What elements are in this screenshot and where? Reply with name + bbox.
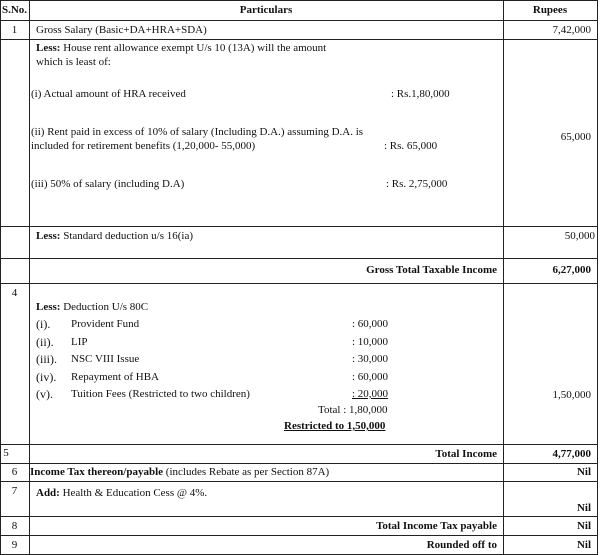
deduction-item-num: (iv). [36,370,57,384]
total-income-label: Total Income [435,448,497,460]
less-label: Less: [36,230,61,242]
header-particulars: Particulars [239,4,293,16]
total-income-amount: 4,77,000 [552,448,591,460]
deduction-item-name: Repayment of HBA [71,371,159,383]
row-sno: 8 [11,520,18,532]
row-sno: 5 [3,447,9,459]
gross-total-income-label: Gross Total Taxable Income [366,264,497,276]
deduction-80c-text: Deduction U/s 80C [60,301,149,313]
hra-item-1-value: : Rs.1,80,000 [391,88,450,100]
deduction-item-name: Tuition Fees (Restricted to two children) [71,388,250,400]
hra-item-3: (iii) 50% of salary (including D.A) [31,178,185,190]
row-divider [0,39,598,40]
gross-total-income-amount: 6,27,000 [552,264,591,276]
row-divider [0,258,598,259]
deduction-item-name: LIP [71,336,88,348]
row-divider [0,20,598,21]
cess-amount: Nil [576,502,591,514]
gross-salary-amount: 7,42,000 [552,24,591,36]
row-divider [0,535,598,536]
total-tax-payable-label: Total Income Tax payable [376,520,497,532]
cess-line [36,487,207,500]
deduction-item-num: (ii). [36,335,54,349]
deduction-item-value: : 20,000 [352,388,389,400]
row-sno: 7 [11,485,18,497]
row-sno: 9 [11,539,18,551]
table-border-right [597,0,598,555]
row-divider [0,463,598,464]
hra-item-2-line1: (ii) Rent paid in excess of 10% of salary (Including D.A.) assuming D.A. is [31,126,364,138]
cess-text: Health & Education Cess @ 4%. [59,487,208,499]
deduction-item-name: NSC VIII Issue [71,353,140,365]
add-label: Add: [36,487,60,499]
hra-description-line2: which is least of: [36,56,111,68]
deduction-item-value: : 60,000 [352,318,389,330]
income-tax-note: (includes Rebate as per Section 87A) [163,466,330,478]
hra-description: House rent allowance exempt U/s 10 (13A) will the amount [60,42,327,54]
deduction-item-value: : 60,000 [352,371,389,383]
deduction-item-value: : 30,000 [352,353,389,365]
row-divider [0,226,598,227]
rounded-off-amount: Nil [576,539,591,551]
income-tax-line [30,466,329,479]
income-tax-amount: Nil [576,466,591,478]
deduction-item-num: (iii). [36,352,57,366]
row-divider [0,481,598,482]
deduction-item-name: Provident Fund [71,318,140,330]
row-sno: 4 [11,287,18,299]
row-divider [0,444,598,445]
income-tax-label: Income Tax thereon/payable [30,466,164,478]
deduction-item-num: (v). [36,387,53,401]
standard-deduction-text: Standard deduction u/s 16(ia) [60,230,194,242]
row-sno: 1 [11,24,18,36]
rounded-off-label: Rounded off to [426,539,497,551]
hra-item-2-value: : Rs. 65,000 [384,140,438,152]
standard-deduction-amount: 50,000 [564,230,595,242]
row-sno: 6 [11,466,18,478]
hra-less-line [36,42,326,55]
gross-salary-label: Gross Salary (Basic+DA+HRA+SDA) [36,24,207,36]
hra-item-3-value: : Rs. 2,75,000 [386,178,448,190]
deduction-total: Total : 1,80,000 [318,404,388,416]
deduction-80c-line [36,301,148,314]
deduction-item-num: (i). [36,317,51,331]
row-divider [0,516,598,517]
hra-exempt-amount: 65,000 [560,131,591,143]
hra-item-2-line2: included for retirement benefits (1,20,000- 55,000) [31,140,256,152]
total-tax-payable-amount: Nil [576,520,591,532]
deduction-item-value: : 10,000 [352,336,389,348]
deduction-restricted: Restricted to 1,50,000 [284,420,386,432]
table-border-top [0,0,598,1]
row-divider [0,283,598,284]
less-label: Less: [36,42,61,54]
header-rupees: Rupees [532,4,568,16]
standard-deduction-line [36,230,193,243]
header-sno: S.No. [1,4,28,16]
less-label: Less: [36,301,61,313]
hra-item-1: (i) Actual amount of HRA received [31,88,186,100]
deduction-80c-amount: 1,50,000 [552,389,591,401]
